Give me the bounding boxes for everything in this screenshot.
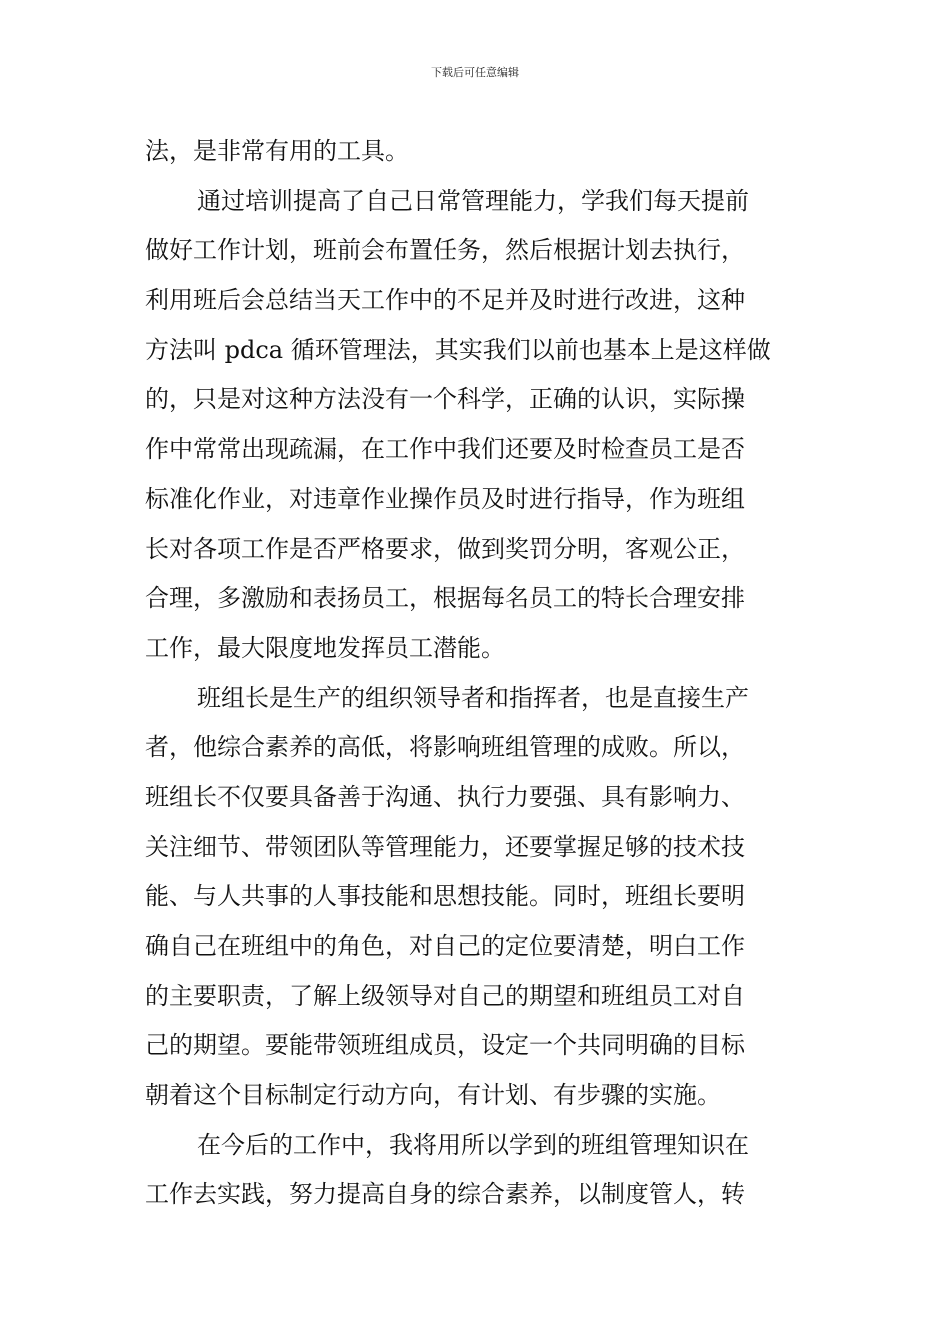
text-line: 方法叫 pdca 循环管理法，其实我们以前也基本上是这样做 [145, 335, 771, 364]
document-body [145, 127, 810, 1220]
text-line: 关注细节、带领团队等管理能力，还要掌握足够的技术技 [145, 832, 745, 861]
text-line: 工作，最大限度地发挥员工潜能。 [145, 633, 505, 662]
text-line: 己的期望。要能带领班组成员，设定一个共同明确的目标 [145, 1031, 745, 1060]
paragraph-start-line: 通过培训提高了自己日常管理能力，学我们每天提前 [197, 186, 749, 215]
text-line: 作中常常出现疏漏，在工作中我们还要及时检查员工是否 [145, 435, 745, 464]
text-line: 利用班后会总结当天工作中的不足并及时进行改进，这种 [145, 286, 745, 315]
paragraph-start-line: 在今后的工作中，我将用所以学到的班组管理知识在 [197, 1130, 749, 1159]
text-line: 合理，多激励和表扬员工，根据每名员工的特长合理安排 [145, 584, 745, 613]
text-line: 朝着这个目标制定行动方向，有计划、有步骤的实施。 [145, 1081, 721, 1110]
text-line: 能、与人共事的人事技能和思想技能。同时，班组长要明 [145, 882, 745, 911]
text-line: 的主要职责，了解上级领导对自己的期望和班组员工对自 [145, 981, 745, 1010]
paragraph-start-line: 班组长是生产的组织领导者和指挥者，也是直接生产 [197, 683, 749, 712]
text-line: 做好工作计划，班前会布置任务，然后根据计划去执行， [145, 236, 745, 265]
text-line: 标准化作业，对违章作业操作员及时进行指导，作为班组 [145, 484, 745, 513]
text-line: 确自己在班组中的角色，对自己的定位要清楚，明白工作 [145, 932, 745, 960]
text-line: 的，只是对这种方法没有一个科学，正确的认识，实际操 [145, 385, 745, 414]
text-line: 工作去实践，努力提高自身的综合素养，以制度管人，转 [145, 1180, 745, 1209]
text-line: 长对各项工作是否严格要求，做到奖罚分明，客观公正， [145, 534, 745, 563]
text-line: 法，是非常有用的工具。 [145, 137, 409, 165]
text-line: 班组长不仅要具备善于沟通、执行力要强、具有影响力、 [145, 782, 745, 811]
page-header: 下载后可任意编辑 [431, 66, 519, 79]
text-line: 者，他综合素养的高低，将影响班组管理的成败。所以， [145, 733, 745, 762]
